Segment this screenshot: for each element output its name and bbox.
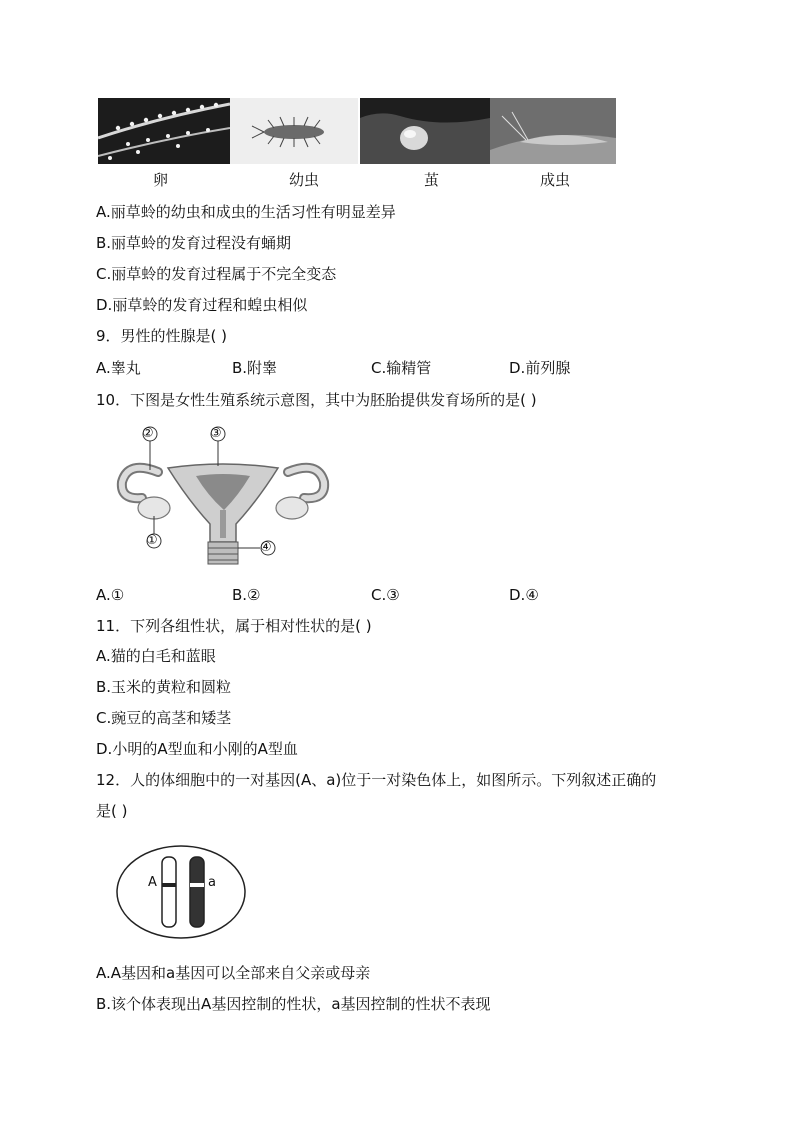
photo-adult: [490, 98, 616, 164]
diagram-label-3: ③: [210, 426, 222, 441]
q8-option-b: B.丽草蛉的发育过程没有蛹期: [96, 234, 292, 252]
photo-cocoon: [360, 98, 490, 164]
caption-cocoon: 茧: [424, 171, 440, 189]
q10-question: 10．下图是女性生殖系统示意图，其中为胚胎提供发育场所的是( ): [96, 391, 537, 409]
q10-option-d: D.④: [509, 586, 539, 604]
female-reproductive-diagram: [108, 420, 338, 568]
photo-larva: [230, 98, 358, 164]
q11-option-a: A.猫的白毛和蓝眼: [96, 647, 216, 665]
gene-label-big-a: A: [148, 875, 157, 890]
q12-option-a: A.A基因和a基因可以全部来自父亲或母亲: [96, 964, 371, 982]
caption-larva: 幼虫: [289, 171, 320, 189]
q11-question: 11．下列各组性状，属于相对性状的是( ): [96, 617, 372, 635]
chromosome-diagram: [114, 842, 250, 942]
q11-option-c: C.豌豆的高茎和矮茎: [96, 709, 232, 727]
q12-option-b: B.该个体表现出A基因控制的性状，a基因控制的性状不表现: [96, 995, 491, 1013]
q12-question-line2: 是( ): [96, 802, 128, 820]
diagram-label-4: ④: [260, 540, 272, 555]
gene-label-small-a: a: [208, 875, 216, 890]
q9-option-c: C.输精管: [371, 359, 432, 377]
q12-question-line1: 12．人的体细胞中的一对基因(A、a)位于一对染色体上，如图所示。下列叙述正确的: [96, 771, 657, 789]
diagram-label-1: ①: [146, 533, 158, 548]
q8-option-c: C.丽草蛉的发育过程属于不完全变态: [96, 265, 337, 283]
photo-egg: [98, 98, 230, 164]
q8-option-a: A.丽草蛉的幼虫和成虫的生活习性有明显差异: [96, 203, 396, 221]
q8-option-d: D.丽草蛉的发育过程和蝗虫相似: [96, 296, 308, 314]
q11-option-b: B.玉米的黄粒和圆粒: [96, 678, 232, 696]
q10-option-a: A.①: [96, 586, 125, 604]
q11-option-d: D.小明的A型血和小刚的A型血: [96, 740, 298, 758]
q9-option-a: A.睾丸: [96, 359, 141, 377]
q10-option-c: C.③: [371, 586, 400, 604]
q9-option-b: B.附睾: [232, 359, 278, 377]
caption-adult: 成虫: [540, 171, 571, 189]
q9-option-d: D.前列腺: [509, 359, 571, 377]
caption-egg: 卵: [153, 171, 169, 189]
q10-option-b: B.②: [232, 586, 261, 604]
q9-question: 9．男性的性腺是( ): [96, 327, 228, 345]
diagram-label-2: ②: [142, 426, 154, 441]
